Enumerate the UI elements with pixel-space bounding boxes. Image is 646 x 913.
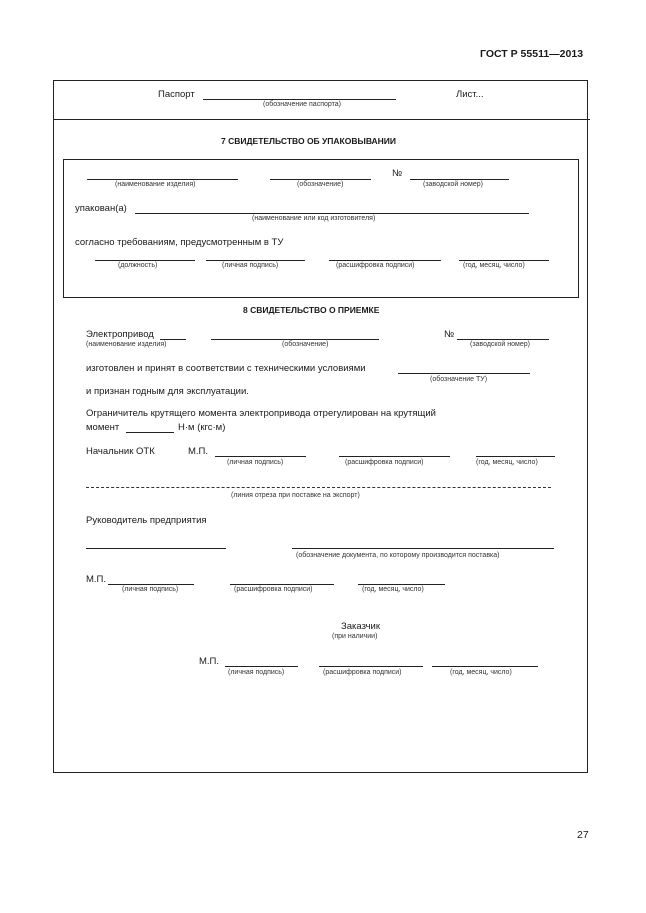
packing-position-field[interactable] [95, 260, 195, 261]
head-field[interactable] [86, 548, 226, 549]
otk-decoding-field[interactable] [339, 456, 450, 457]
acceptance-serial-caption: (заводской номер) [470, 341, 530, 348]
export-cut-line [86, 487, 551, 488]
customer-signature-field[interactable] [225, 666, 298, 667]
packing-signature-field[interactable] [206, 260, 305, 261]
moment-unit: Н·м (кгс·м) [178, 422, 226, 433]
customer-label: Заказчик [341, 621, 381, 632]
passport-divider [53, 119, 590, 120]
otk-signature-caption: (личная подпись) [227, 459, 284, 466]
customer-date-field[interactable] [432, 666, 538, 667]
customer-note: (при наличии) [332, 633, 378, 640]
packing-product-field[interactable] [87, 179, 238, 180]
fit-text: и признан годным для эксплуатации. [86, 386, 249, 397]
moment-field[interactable] [126, 432, 174, 433]
head-decoding-caption: (расшифровка подписи) [234, 586, 313, 593]
otk-date-caption: (год, месяц, число) [476, 459, 538, 466]
head-stamp-label: М.П. [86, 574, 107, 585]
packing-designation-field[interactable] [270, 179, 371, 180]
torque-text: Ограничитель крутящего момента электропривода отрегулирован на крутящий [86, 408, 436, 419]
packing-position-caption: (должность) [118, 262, 158, 269]
customer-decoding-field[interactable] [319, 666, 423, 667]
acceptance-number-sign: № [444, 329, 455, 340]
acceptance-product-field[interactable] [160, 339, 186, 340]
packing-title: 7 СВИДЕТЕЛЬСТВО ОБ УПАКОВЫВАНИИ [221, 136, 397, 146]
acceptance-designation-field[interactable] [211, 339, 379, 340]
packing-date-field[interactable] [459, 260, 549, 261]
passport-label: Паспорт [158, 89, 195, 100]
packing-date-caption: (год, месяц, число) [463, 262, 525, 269]
standard-code: ГОСТ Р 55511—2013 [480, 48, 584, 60]
customer-signature-caption: (личная подпись) [228, 669, 285, 676]
packing-decoding-caption: (расшифровка подписи) [336, 262, 415, 269]
otk-stamp-label: М.П. [188, 446, 209, 457]
manufacturer-caption: (наименование или код изготовителя) [252, 215, 376, 222]
requirements-text: согласно требованиям, предусмотренным в ТУ [75, 237, 284, 248]
page-number: 27 [577, 829, 589, 841]
head-signature-caption: (личная подпись) [122, 586, 179, 593]
otk-label: Начальник ОТК [86, 446, 155, 457]
packing-number-sign: № [392, 168, 403, 179]
acceptance-product-caption: (наименование изделия) [86, 341, 167, 348]
otk-signature-field[interactable] [215, 456, 306, 457]
head-date-caption: (год, месяц, число) [362, 586, 424, 593]
acceptance-title: 8 СВИДЕТЕЛЬСТВО О ПРИЕМКЕ [243, 305, 380, 315]
packing-decoding-field[interactable] [329, 260, 441, 261]
document-field[interactable] [292, 548, 554, 549]
otk-date-field[interactable] [476, 456, 555, 457]
packing-serial-field[interactable] [410, 179, 509, 180]
manufacturer-field[interactable] [135, 213, 529, 214]
packing-signature-caption: (личная подпись) [222, 262, 279, 269]
packing-designation-caption: (обозначение) [297, 181, 344, 188]
head-decoding-field[interactable] [230, 584, 334, 585]
acceptance-designation-caption: (обозначение) [282, 341, 329, 348]
acceptance-product-label: Электропривод [86, 329, 154, 340]
head-signature-field[interactable] [108, 584, 194, 585]
packing-product-caption: (наименование изделия) [115, 181, 196, 188]
acceptance-serial-field[interactable] [457, 339, 549, 340]
customer-stamp-label: М.П. [199, 656, 220, 667]
export-cut-caption: (линия отреза при поставке на экспорт) [231, 492, 360, 499]
manufactured-text: изготовлен и принят в соответствии с техническими условиями [86, 363, 366, 374]
otk-decoding-caption: (расшифровка подписи) [345, 459, 424, 466]
head-date-field[interactable] [358, 584, 445, 585]
tu-field[interactable] [398, 373, 530, 374]
packing-serial-caption: (заводской номер) [423, 181, 483, 188]
passport-caption: (обозначение паспорта) [263, 101, 341, 108]
document-caption: (обозначение документа, по которому производится поставка) [296, 552, 500, 559]
packed-label: упакован(а) [75, 203, 127, 214]
moment-label: момент [86, 422, 120, 433]
sheet-label: Лист... [456, 89, 484, 100]
customer-date-caption: (год, месяц, число) [450, 669, 512, 676]
tu-caption: (обозначение ТУ) [430, 376, 488, 383]
head-label: Руководитель предприятия [86, 515, 207, 526]
passport-field[interactable] [203, 99, 396, 100]
customer-decoding-caption: (расшифровка подписи) [323, 669, 402, 676]
